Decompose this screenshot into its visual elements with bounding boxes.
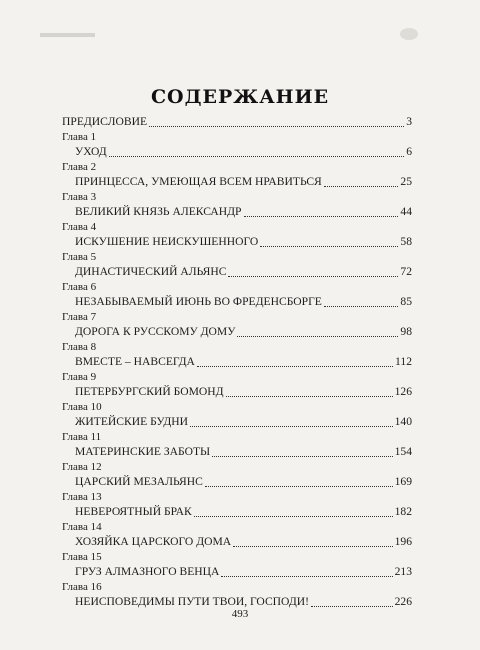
toc-page-number: 58 xyxy=(400,235,412,248)
toc-chapter-number: Глава 9 xyxy=(62,371,97,383)
dot-leader xyxy=(324,306,399,307)
toc-entry-row[interactable] xyxy=(62,414,412,430)
toc-entry-row[interactable] xyxy=(62,474,412,490)
toc-page-number: 140 xyxy=(394,415,412,428)
toc-entry-row[interactable] xyxy=(62,444,412,460)
toc-entry-title: ПЕТЕРБУРГСКИЙ БОМОНД xyxy=(75,385,224,398)
toc-page-number: 169 xyxy=(394,475,412,488)
toc-page-number: 182 xyxy=(394,505,412,518)
toc-entry-row[interactable] xyxy=(62,504,412,520)
toc-entry-row[interactable] xyxy=(62,234,412,250)
toc-entry-title: УХОД xyxy=(75,145,107,158)
toc-entry-row[interactable] xyxy=(62,174,412,190)
bleed-through-ornament xyxy=(398,26,420,42)
toc-entry-title: ГРУЗ АЛМАЗНОГО ВЕНЦА xyxy=(75,565,220,578)
toc-chapter-number: Глава 5 xyxy=(62,251,97,263)
toc-entry-title: ВЕЛИКИЙ КНЯЗЬ АЛЕКСАНДР xyxy=(75,205,242,218)
toc-chapter-number: Глава 11 xyxy=(62,431,102,443)
toc-entry-title: ЖИТЕЙСКИЕ БУДНИ xyxy=(75,415,189,428)
toc-page-number: 154 xyxy=(394,445,412,458)
page-title: СОДЕРЖАНИЕ xyxy=(150,86,330,108)
toc-chapter-number: Глава 6 xyxy=(62,281,97,293)
toc-entry-title: ЦАРСКИЙ МЕЗАЛЬЯНС xyxy=(75,475,203,488)
toc-preface-label: ПРЕДИСЛОВИЕ xyxy=(62,115,148,128)
dot-leader xyxy=(109,156,405,157)
toc-chapter-number: Глава 16 xyxy=(62,581,102,593)
toc-chapter-number: Глава 8 xyxy=(62,341,97,353)
page-number: 493 xyxy=(231,608,249,620)
dot-leader xyxy=(197,366,393,367)
toc-page-number: 85 xyxy=(400,295,412,308)
toc-page-number: 126 xyxy=(394,385,412,398)
toc-entry-title: ИСКУШЕНИЕ НЕИСКУШЕННОГО xyxy=(75,235,259,248)
toc-chapter-number: Глава 15 xyxy=(62,551,102,563)
toc-entry-title: МАТЕРИНСКИЕ ЗАБОТЫ xyxy=(75,445,211,458)
toc-entry-title: НЕВЕРОЯТНЫЙ БРАК xyxy=(75,505,192,518)
dot-leader xyxy=(226,396,393,397)
dot-leader xyxy=(228,276,398,277)
toc-page-number: 112 xyxy=(395,355,412,368)
toc-page-number: 6 xyxy=(406,145,412,158)
toc-entry-title: ПРИНЦЕССА, УМЕЮЩАЯ ВСЕМ НРАВИТЬСЯ xyxy=(75,175,322,188)
toc-entry-title: ХОЗЯЙКА ЦАРСКОГО ДОМА xyxy=(75,535,232,548)
dot-leader xyxy=(194,516,393,517)
toc-chapter-number: Глава 3 xyxy=(62,191,97,203)
dot-leader xyxy=(190,426,393,427)
toc-entry-row[interactable] xyxy=(62,264,412,280)
bleed-through-mark xyxy=(40,30,100,40)
dot-leader xyxy=(233,546,392,547)
dot-leader xyxy=(237,336,398,337)
toc-page-number: 213 xyxy=(394,565,412,578)
toc-chapter-number: Глава 12 xyxy=(62,461,102,473)
dot-leader xyxy=(244,216,399,217)
toc-chapter-number: Глава 14 xyxy=(62,521,102,533)
toc-entry-title: ВМЕСТЕ – НАВСЕГДА xyxy=(75,355,195,368)
toc-entry-title: ДОРОГА К РУССКОМУ ДОМУ xyxy=(75,325,236,338)
dot-leader xyxy=(149,126,404,127)
toc-entry-row[interactable] xyxy=(62,384,412,400)
toc-entry-row[interactable] xyxy=(62,534,412,550)
dot-leader xyxy=(205,486,393,487)
dot-leader xyxy=(212,456,392,457)
toc-preface-row[interactable] xyxy=(62,114,412,130)
dot-leader xyxy=(221,576,392,577)
toc-entry-row[interactable] xyxy=(62,294,412,310)
toc-entry-row[interactable] xyxy=(62,564,412,580)
toc-entry-title: НЕЗАБЫВАЕМЫЙ ИЮНЬ ВО ФРЕДЕНСБОРГЕ xyxy=(75,295,322,308)
toc-entry-row[interactable] xyxy=(62,354,412,370)
toc-chapter-number: Глава 7 xyxy=(62,311,97,323)
toc-chapter-number: Глава 2 xyxy=(62,161,97,173)
toc-chapter-number: Глава 13 xyxy=(62,491,102,503)
toc-page-number: 44 xyxy=(400,205,412,218)
toc-page-number: 25 xyxy=(400,175,412,188)
toc-chapter-number: Глава 4 xyxy=(62,221,97,233)
toc-page-number: 196 xyxy=(394,535,412,548)
toc-page-number: 72 xyxy=(400,265,412,278)
toc-entry-row[interactable] xyxy=(62,144,412,160)
table-of-contents xyxy=(62,114,412,610)
toc-page-number: 226 xyxy=(394,595,412,608)
bleed-through-text xyxy=(40,30,100,43)
dot-leader xyxy=(260,246,398,247)
toc-entry-title: ДИНАСТИЧЕСКИЙ АЛЬЯНС xyxy=(75,265,227,278)
toc-entry-title: НЕИСПОВЕДИМЫ ПУТИ ТВОИ, ГОСПОДИ! xyxy=(75,595,309,608)
toc-page-number: 3 xyxy=(406,115,412,128)
toc-entry-row[interactable] xyxy=(62,324,412,340)
toc-entry-row[interactable] xyxy=(62,204,412,220)
toc-page-number: 98 xyxy=(400,325,412,338)
dot-leader xyxy=(311,606,393,607)
toc-chapter-number: Глава 10 xyxy=(62,401,102,413)
toc-chapter-number: Глава 1 xyxy=(62,131,97,143)
dot-leader xyxy=(324,186,399,187)
